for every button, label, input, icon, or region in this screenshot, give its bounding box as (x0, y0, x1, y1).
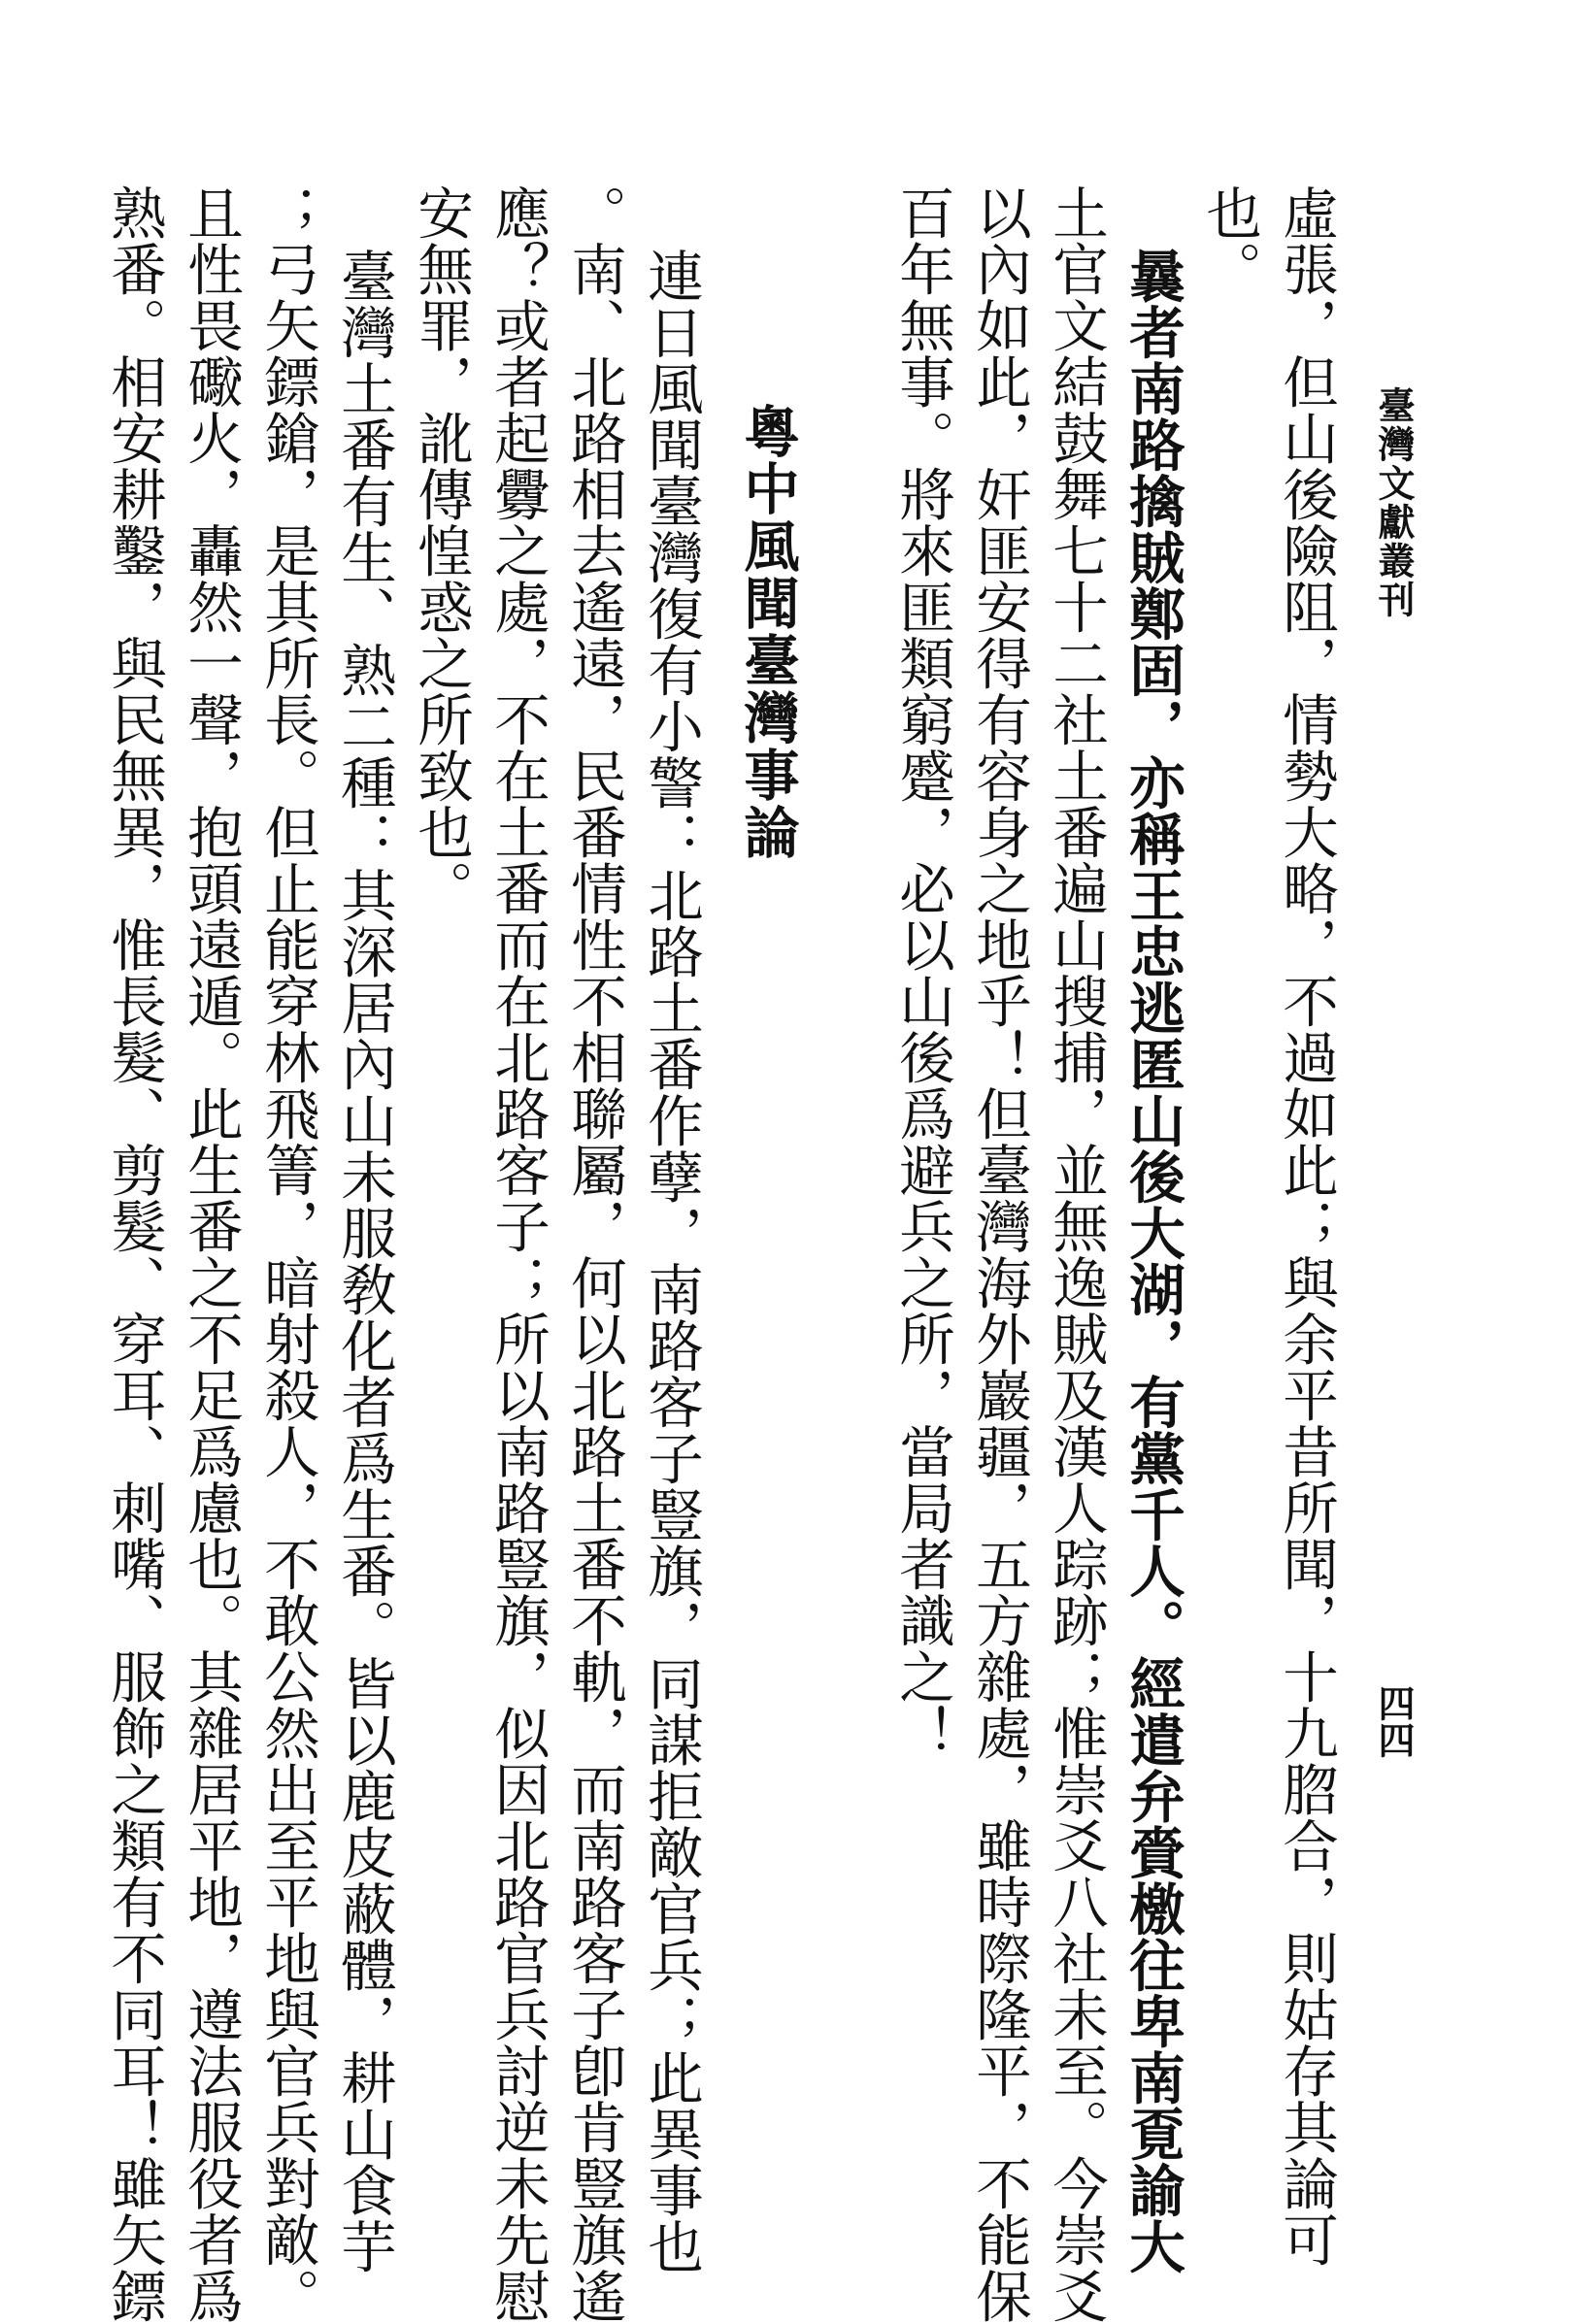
text-column-16: 且性畏礮火，轟然一聲，抱頭遠遁。此生番之不足爲慮也。其雜居平地，遵法服役者爲 (179, 184, 244, 2324)
text-column-3: 曩者南路擒賊鄭固，亦稱王忠逃匿山後大湖，有黨千人。經遣弁賫檄往卑南覔諭大 (1120, 248, 1186, 2274)
page-number: 四四 (1372, 1684, 1416, 1758)
text-column-4: 土官文結鼓舞七十二社土番遍山搜捕，並無逸賊及漢人踪跡；惟崇爻八社未至。今崇爻 (1044, 184, 1109, 2324)
text-column-11: 。南、北路相去遙遠，民番情性不相聯屬，何以北路土番不軌，而南路客子卽肯豎旗遙 (562, 184, 627, 2324)
text-column-13: 安無罪，訛傳惶惑之所致也。 (409, 184, 474, 916)
text-column-12: 應？或者起釁之處，不在土番而在北路客子；所以南路豎旗，似因北路官兵討逆未先慰 (485, 184, 551, 2324)
text-column-1: 虛張，但山後險阻，情勢大略，不過如此；與余平昔所聞，十九脗合，則姑存其論可 (1274, 184, 1339, 2268)
running-header-title: 臺灣文獻叢刊 (1372, 386, 1416, 619)
text-column-15: ；弓矢鏢鎗，是其所長。但止能穿林飛箐，暗射殺人，不敢公然出至平地與官兵對敵。 (255, 184, 320, 2324)
text-column-6: 百年無事。將來匪類窮蹙，必以山後爲避兵之所，當局者識之！ (890, 184, 955, 1761)
text-column-2: 也。 (1197, 184, 1262, 297)
text-column-17: 熟番。相安耕鑿，與民無異，惟長髮、剪髮、穿耳、刺嘴、服飾之類有不同耳！雖矢鏢 (102, 184, 167, 2324)
text-column-14: 臺灣土番有生、熟二種：其深居內山未服敎化者爲生番。皆以鹿皮蔽體，耕山食芋 (332, 248, 397, 2274)
text-column-5: 以內如此，奸匪安得有容身之地乎！但臺灣海外巖疆，五方雜處，雖時際隆平，不能保 (967, 184, 1032, 2324)
section-title: 粵中風聞臺灣事論 (735, 403, 800, 861)
text-column-10: 連日風聞臺灣復有小警：北路土番作孽，南路客子豎旗，同謀拒敵官兵；此異事也 (639, 248, 704, 2274)
